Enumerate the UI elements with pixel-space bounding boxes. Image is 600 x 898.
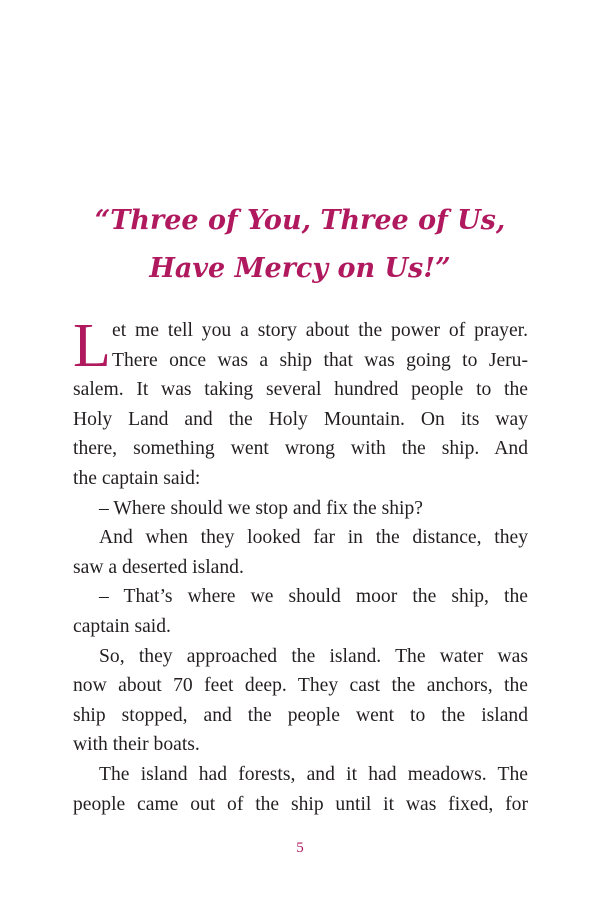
chapter-title: [40, 197, 560, 293]
text-line-8: And when they looked far in the distance, they: [99, 527, 528, 549]
drop-cap: L: [73, 312, 111, 380]
text-line-1: et me tell you a story about the power of prayer.: [112, 320, 528, 341]
text-line-9: saw a deserted island.: [73, 556, 244, 578]
text-line-10: – That’s where we should moor the ship, the: [99, 586, 528, 608]
text-line-17: people came out of the ship until it was fixed, for: [73, 793, 528, 815]
text-line-7: – Where should we stop and fix the ship?: [99, 497, 423, 519]
text-line-4: Holy Land and the Holy Mountain. On its way: [73, 408, 528, 430]
text-line-3: salem. It was taking several hundred people to the: [73, 379, 528, 401]
page-number: 5: [296, 840, 304, 856]
chapter-title-line-1: “Three of You, Three of Us,: [94, 205, 506, 236]
chapter-title-line-2: Have Mercy on Us!”: [149, 253, 451, 284]
body-text: [73, 312, 528, 819]
text-line-11: captain said.: [73, 615, 171, 637]
text-line-15: with their boats.: [73, 734, 200, 756]
text-line-13: now about 70 feet deep. They cast the anchors, the: [73, 675, 528, 697]
text-line-6: the captain said:: [73, 467, 201, 489]
opening-paragraph-block: [73, 312, 528, 380]
text-line-16: The island had forests, and it had meadows. The: [99, 763, 528, 785]
text-line-12: So, they approached the island. The water was: [99, 645, 528, 667]
text-line-2: There once was a ship that was going to Jeru-: [112, 349, 528, 371]
text-line-14: ship stopped, and the people went to the island: [73, 704, 528, 726]
text-line-5: there, something went wrong with the ship. And: [73, 438, 528, 460]
